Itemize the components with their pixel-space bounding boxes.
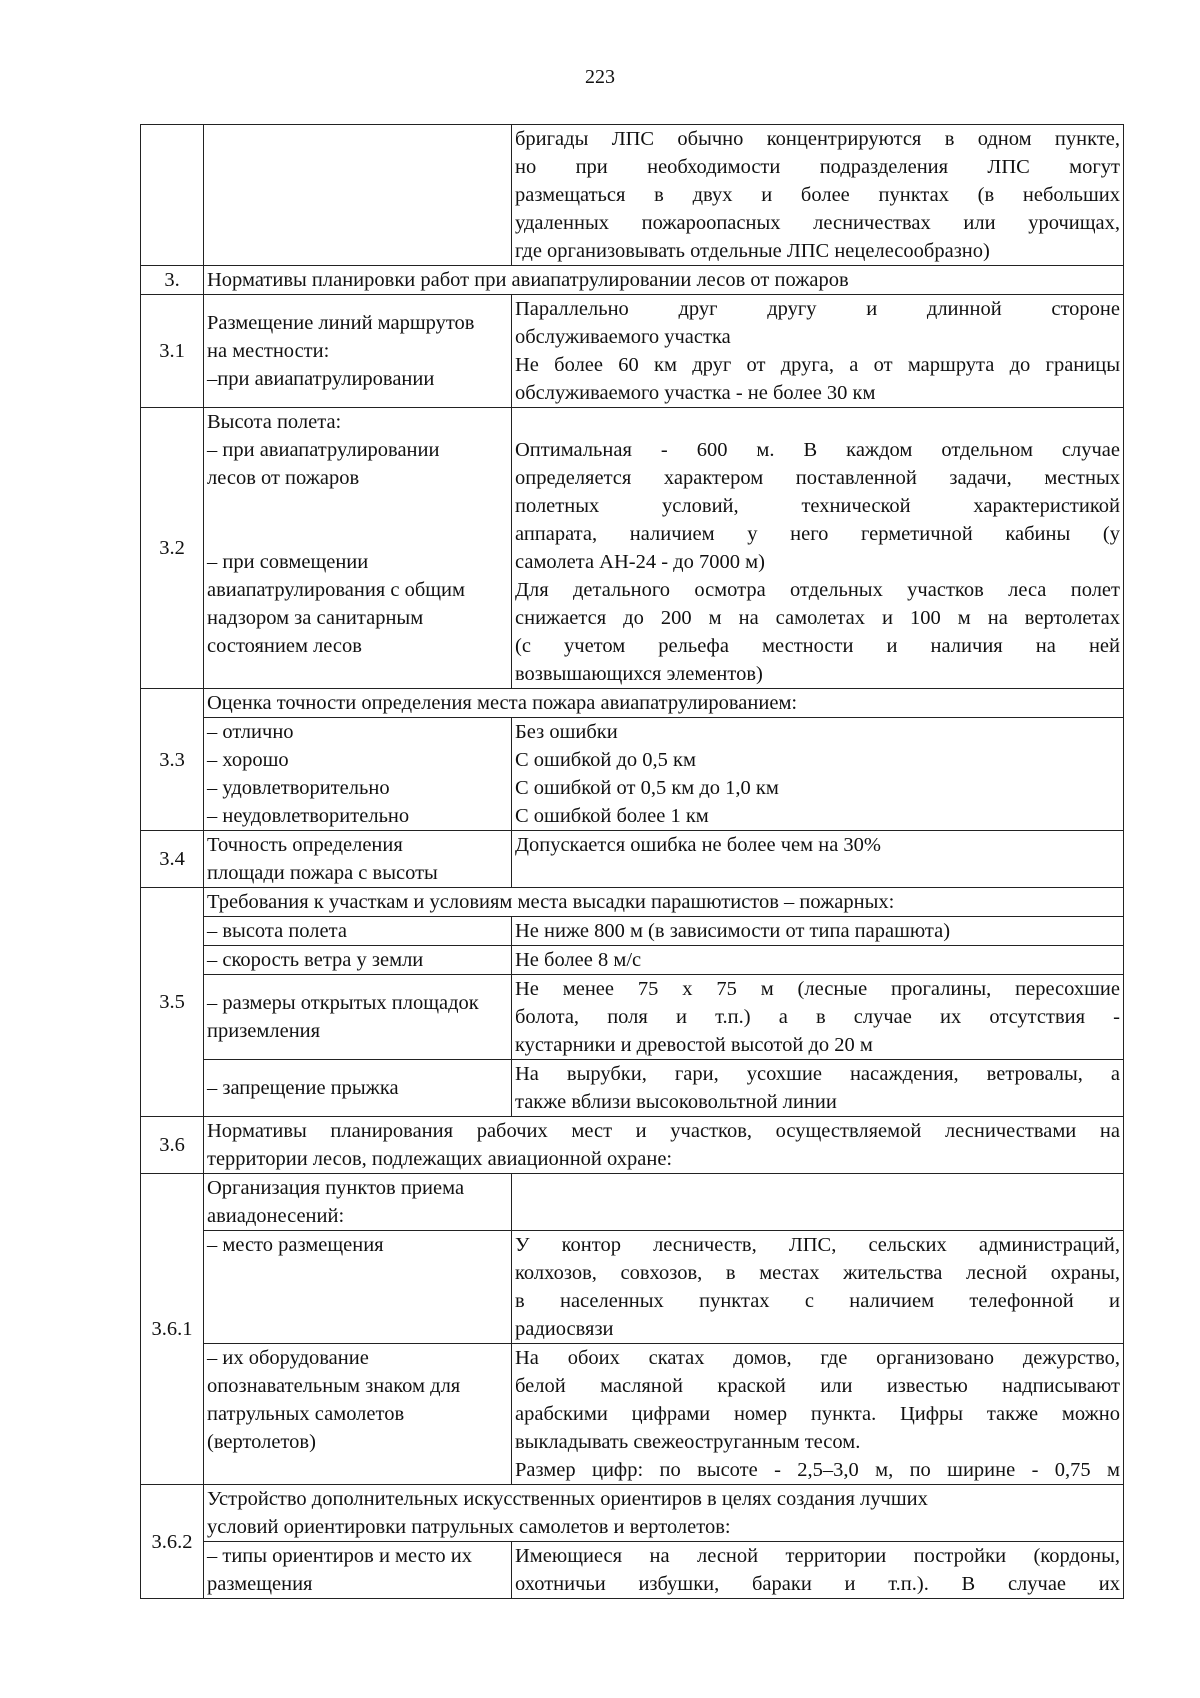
cell-parameter: – типы ориентиров и место их размещения: [204, 1542, 512, 1599]
row-number: 3.4: [141, 831, 204, 888]
table-row: [141, 831, 1124, 888]
table-row: [141, 295, 1124, 408]
cell-parameter: – отлично – хорошо – удовлетворительно – неудовлетворительно: [204, 718, 512, 831]
page-number: 223: [585, 66, 615, 88]
cell-continued-text: бригады ЛПС обычно концентрируются в одном пункте, но при необходимости подразделения ЛПС могут размещаться в двух и более пунктах (в небольших удаленных пожароопасных лесничествах или урочищах, где организовывать отдельные ЛПС нецелесообразно): [512, 125, 1124, 266]
cell-value: Имеющиеся на лесной территории постройки (кордоны, охотничьи избушки, бараки и т.п.). В случае их: [512, 1542, 1124, 1599]
row-number: 3.5: [141, 888, 204, 1117]
section-row-3-6: [141, 1117, 1124, 1174]
cell-parameter: Высота полета: – при авиапатрулировании лесов от пожаров – при совмещении авиапатрулирования с общим надзором за санитарным состоянием лесов: [204, 408, 512, 689]
section-title: Нормативы планировки работ при авиапатрулировании лесов от пожаров: [204, 266, 1124, 295]
row-number: 3.6.1: [141, 1174, 204, 1485]
table-row: [141, 888, 1124, 917]
norms-table: [140, 124, 1124, 1599]
cell-value: Не более 8 м/с: [512, 946, 1124, 975]
cell-parameter: Размещение линий маршрутов на местности: –при авиапатрулировании: [204, 295, 512, 408]
cell-value: Допускается ошибка не более чем на 30%: [512, 831, 1124, 888]
row-number: 3.: [141, 266, 204, 295]
row-number: 3.6: [141, 1117, 204, 1174]
cell-parameter: Точность определения площади пожара с высоты: [204, 831, 512, 888]
cell-parameter: – их оборудование опознавательным знаком для патрульных самолетов (вертолетов): [204, 1344, 512, 1485]
cell-parameter: – высота полета: [204, 917, 512, 946]
cell-value: [512, 1174, 1124, 1231]
cell-parameter: – место размещения: [204, 1231, 512, 1344]
cell-value: На обоих скатах домов, где организовано дежурство, белой масляной краской или известью надписывают арабскими цифрами номер пункта. Цифры также можно выкладывать свежеоструганным тесом. Размер цифр: по высоте - 2,5–3,0 м, по ширине - 0,75 м: [512, 1344, 1124, 1485]
table-row: [141, 689, 1124, 718]
row-number: 3.6.2: [141, 1485, 204, 1599]
table-row: [141, 1542, 1124, 1599]
table-row: [141, 1174, 1124, 1231]
table-row: [141, 975, 1124, 1060]
cell-value: Без ошибки С ошибкой до 0,5 км С ошибкой от 0,5 км до 1,0 км С ошибкой более 1 км: [512, 718, 1124, 831]
table-row: [141, 408, 1124, 689]
cell-value: На вырубки, гари, усохшие насаждения, ветровалы, а также вблизи высоковольтной линии: [512, 1060, 1124, 1117]
cell-parameter: – скорость ветра у земли: [204, 946, 512, 975]
table-row: [141, 125, 1124, 266]
table-row: [141, 1231, 1124, 1344]
cell-parameter: – размеры открытых площадок приземления: [204, 975, 512, 1060]
cell-parameter: – запрещение прыжка: [204, 1060, 512, 1117]
section-title: Устройство дополнительных искусственных ориентиров в целях создания лучших условий ориентировки патрульных самолетов и вертолетов:: [204, 1485, 1124, 1542]
table-row: [141, 917, 1124, 946]
cell-value: Не менее 75 х 75 м (лесные прогалины, пересохшие болота, поля и т.п.) а в случае их отсутствия - кустарники и древостой высотой до 20 м: [512, 975, 1124, 1060]
table-row: [141, 946, 1124, 975]
cell-value: Не ниже 800 м (в зависимости от типа парашюта): [512, 917, 1124, 946]
table-row: [141, 1060, 1124, 1117]
section-title: Нормативы планирования рабочих мест и участков, осуществляемой лесничествами на территории лесов, подлежащих авиационной охране:: [204, 1117, 1124, 1174]
cell-value: Оптимальная - 600 м. В каждом отдельном случае определяется характером поставленной задачи, местных полетных условий, технической характеристикой аппарата, наличием у него герметичной кабины (у самолета АН-24 - до 7000 м) Для детального осмотра отдельных участков леса полет снижается до 200 м на самолетах и 100 м на вертолетах (с учетом рельефа местности и наличия на ней возвышающихся элементов): [512, 408, 1124, 689]
section-row-3: [141, 266, 1124, 295]
row-number: 3.2: [141, 408, 204, 689]
cell-value: Параллельно друг другу и длинной стороне обслуживаемого участка Не более 60 км друг от друга, а от маршрута до границы обслуживаемого участка - не более 30 км: [512, 295, 1124, 408]
cell-parameter: Организация пунктов приема авиадонесений:: [204, 1174, 512, 1231]
table-row: [141, 718, 1124, 831]
cell-value: У контор лесничеств, ЛПС, сельских администраций, колхозов, совхозов, в местах жительства лесной охраны, в населенных пунктах с наличием телефонной и радиосвязи: [512, 1231, 1124, 1344]
table-row: [141, 1344, 1124, 1485]
row-number: 3.3: [141, 689, 204, 831]
row-number: 3.1: [141, 295, 204, 408]
table-row: [141, 1485, 1124, 1542]
section-title: Оценка точности определения места пожара авиапатрулированием:: [204, 689, 1124, 718]
section-title: Требования к участкам и условиям места высадки парашютистов – пожарных:: [204, 888, 1124, 917]
